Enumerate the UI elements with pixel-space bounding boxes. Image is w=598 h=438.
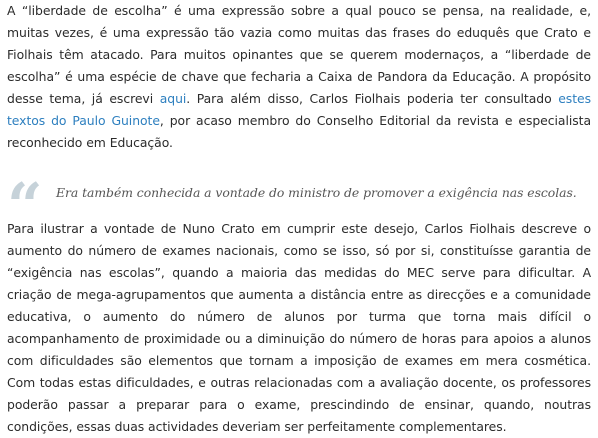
- article-body: [7, 0, 591, 438]
- quote-mark-icon: “: [7, 169, 43, 242]
- paragraph-liberdade-de-escolha: [7, 0, 591, 154]
- quote-text: Era também conhecida a vontade do ministro de promover a exigência nas escolas.: [56, 185, 577, 200]
- paragraph-text: . Para além disso, Carlos Fiolhais poderia ter consultado: [186, 91, 559, 106]
- paragraph-nuno-crato-exames: Para ilustrar a vontade de Nuno Crato em cumprir este desejo, Carlos Fiolhais descreve o aumento do número de exames nacionais, como se isso, só por si, constituísse garantia de “exigência nas escolas”, quando a maioria das medidas do MEC serve para dificultar. A criação de mega-agrupamentos que aumenta a distância entre as direcções e a comunidade educativa, o aumento do número de alunos por turma que torna mais difícil o acompanhamento de proximidade ou a diminuição do número de horas para apoios a alunos com dificuldades são elementos que tornam a imposição de exames em mera cosmética. Com todas estas dificuldades, e outras relacionadas com a avaliação docente, os professores poderão passar a preparar para o exame, prescindindo de ensinar, quando, noutras condições, essas duas actividades deveriam ser perfeitamente complementares.: [7, 221, 591, 434]
- paragraph-text: A “liberdade de escolha” é uma expressão sobre a qual pouco se pensa, na realidade, e, muitas vezes, é uma expressão tão vazia como muitas das frases do eduquês que Crato e Fiolhais têm atacado. Para muitos opinantes que se querem modernaços, a “liberdade de escolha” é uma espécie de chave que fecharia a Caixa de Pandora da Educação. A propósito desse tema, já escrevi: [7, 3, 591, 106]
- link-aqui[interactable]: aqui: [159, 91, 187, 106]
- link-textos-paulo-guinote[interactable]: estes textos do Paulo Guinote: [7, 91, 591, 128]
- pull-quote: [7, 169, 591, 242]
- paragraph-text: , por acaso membro do Conselho Editorial da revista e especialista reconhecido em Educação.: [7, 113, 591, 150]
